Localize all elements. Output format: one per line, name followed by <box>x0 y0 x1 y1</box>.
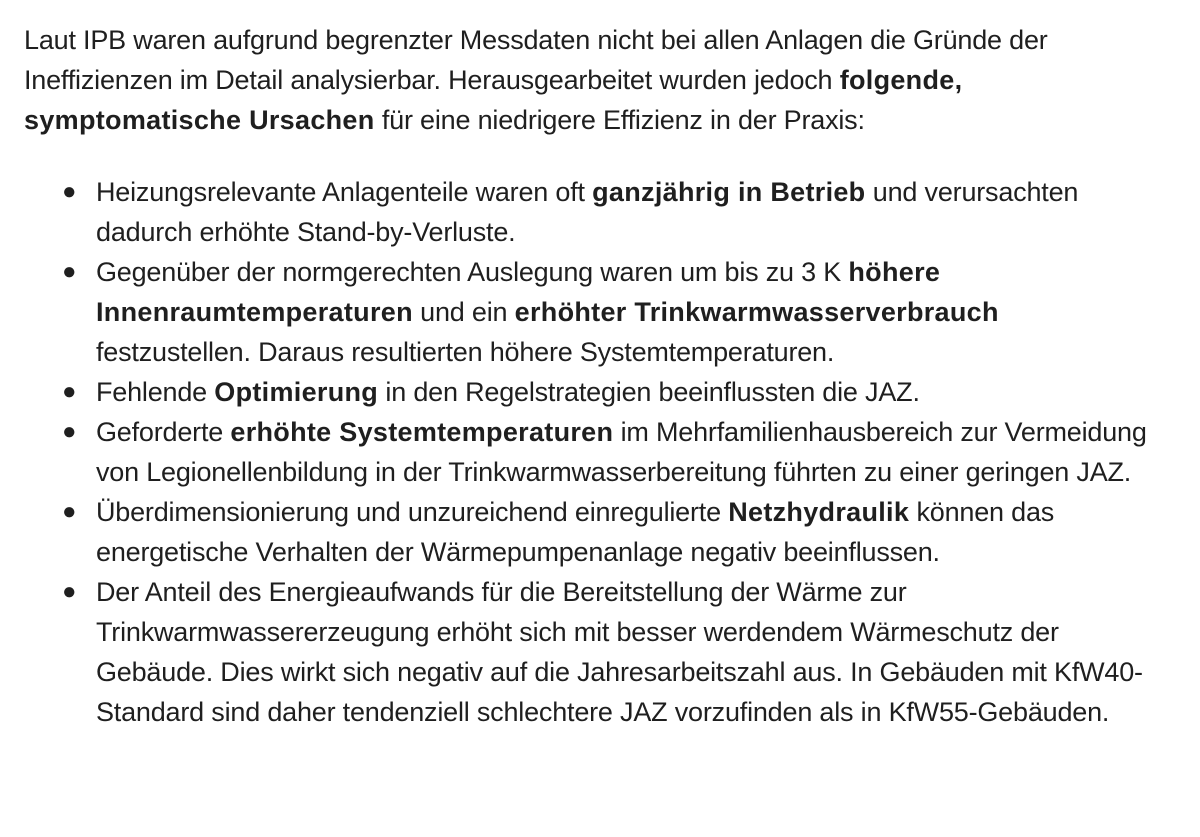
bullet-icon: ● <box>62 418 77 445</box>
item-text: können das energetische Verhalten der Wärmepumpenanlage negativ beeinflussen. <box>96 497 1055 567</box>
list-item <box>24 252 1160 372</box>
item-text: festzustellen. Daraus resultierten höhere Systemtemperaturen. <box>96 337 835 367</box>
item-text: und verursachten dadurch erhöhte Stand-by-Verluste. <box>96 177 1079 247</box>
item-emphasis: höhere Innenraumtemperaturen <box>96 257 941 327</box>
item-emphasis: ganzjährig in Betrieb <box>592 177 866 207</box>
list-item <box>24 412 1160 492</box>
bullet-icon: ● <box>62 378 77 405</box>
bullet-icon: ● <box>62 178 77 205</box>
bullet-icon: ● <box>62 498 77 525</box>
item-emphasis: Optimierung <box>214 377 379 407</box>
intro-text-end: für eine niedrigere Effizienz in der Praxis: <box>374 105 865 135</box>
item-text: Geforderte <box>96 417 231 447</box>
item-text: Fehlende <box>96 377 215 407</box>
item-text: Heizungsrelevante Anlagenteile waren oft <box>96 177 593 207</box>
bullet-icon: ● <box>62 258 77 285</box>
item-text: Der Anteil des Energieaufwands für die Bereitstellung der Wärme zur Trinkwarmwassererzeugung erhöht sich mit besser werdendem Wärmeschutz der Gebäude. Dies wirkt sich negativ auf die Jahresarbeitszahl aus. In Gebäuden mit KfW40-Standard sind daher tendenziell schlechtere JAZ vorzufinden als in KfW55-Gebäuden. <box>96 577 1143 727</box>
list-item <box>24 572 1160 732</box>
list-item <box>24 372 1160 412</box>
list-item <box>24 492 1160 572</box>
intro-paragraph <box>24 20 1160 140</box>
intro-emphasis: folgende, symptomatische Ursachen <box>24 65 963 135</box>
item-emphasis: erhöhte Systemtemperaturen <box>230 417 614 447</box>
item-text: Überdimensionierung und unzureichend einregulierte <box>96 497 729 527</box>
causes-list <box>24 172 1160 732</box>
item-text: und ein <box>412 297 515 327</box>
item-text: im Mehrfamilienhausbereich zur Vermeidung von Legionellenbildung in der Trinkwarmwasserbereitung führten zu einer geringen JAZ. <box>96 417 1147 487</box>
item-text: Gegenüber der normgerechten Auslegung waren um bis zu 3 K <box>96 257 849 287</box>
item-emphasis: Netzhydraulik <box>728 497 910 527</box>
list-item <box>24 172 1160 252</box>
bullet-icon: ● <box>62 578 77 605</box>
item-text: in den Regelstrategien beeinflussten die JAZ. <box>378 377 920 407</box>
item-emphasis: erhöhter Trinkwarmwasserverbrauch <box>514 297 999 327</box>
intro-text: Laut IPB waren aufgrund begrenzter Messdaten nicht bei allen Anlagen die Gründe der Ineffizienzen im Detail analysierbar. Herausgearbeitet wurden jedoch <box>24 25 1048 95</box>
